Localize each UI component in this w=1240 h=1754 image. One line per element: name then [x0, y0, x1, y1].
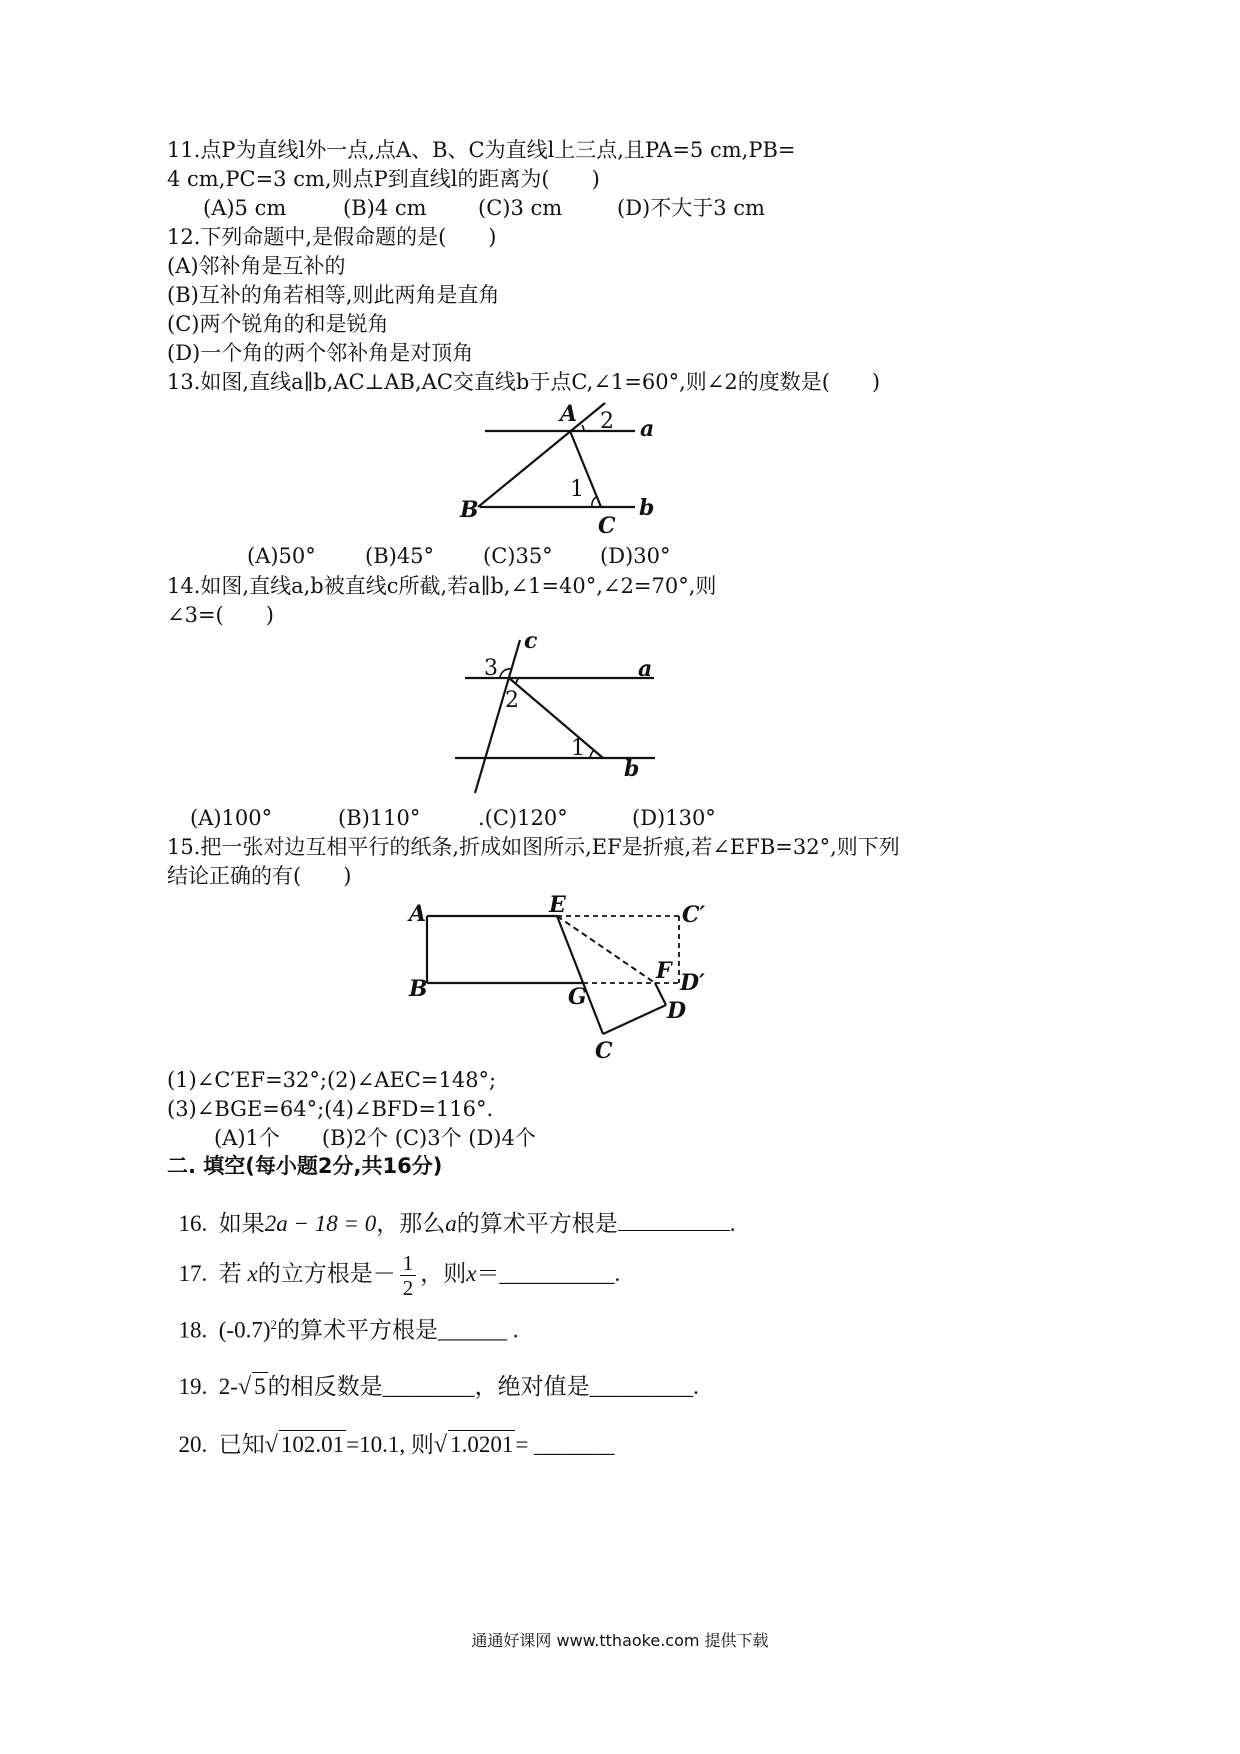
q11-option-b: (B)4 cm: [343, 196, 427, 220]
q15-label-c: C: [595, 1038, 613, 1064]
q17-fraction: $\frac{1}{2}$: [400, 1251, 417, 1300]
q16: 16. 如果2a − 18 = 0，那么a的算术平方根是 .: [178, 1211, 736, 1236]
q14-figure: [440, 628, 680, 798]
q11-line2: 4 cm,PC=3 cm,则点P到直线l的距离为( ): [167, 167, 600, 191]
q16-answer-blank: [618, 1230, 730, 1231]
q13-stem: 13.如图,直线a∥b,AC⊥AB,AC交直线b于点C,∠1=60°,则∠2的度数是( ): [167, 370, 881, 394]
q14-option-c: .(C)120°: [478, 806, 568, 830]
q15-line2: 结论正确的有( ): [167, 864, 352, 888]
q14-option-d: (D)130°: [632, 806, 716, 830]
q14-option-b: (B)110°: [338, 806, 421, 830]
q15-label-b: B: [409, 976, 428, 1002]
q15-figure: [395, 890, 735, 1065]
q14-line1: 14.如图,直线a,b被直线c所截,若a∥b,∠1=40°,∠2=70°,则: [167, 574, 717, 598]
q19: 19. 2-√ 5的相反数是________，绝对值是_________.: [178, 1374, 699, 1400]
q14-label-angle-1: 1: [571, 736, 585, 761]
q14-label-line-a: a: [638, 656, 653, 682]
q14-label-line-b: b: [624, 756, 640, 782]
q11-option-d: (D)不大于3 cm: [617, 196, 765, 220]
q11-line1: 11.点P为直线l外一点,点A、B、C为直线l上三点,且PA=5 cm,PB=: [167, 138, 796, 162]
q15-statements-1: (1)∠C′EF=32°;(2)∠AEC=148°;: [167, 1068, 497, 1092]
section-2-title: 二. 填空(每小题2分,共16分): [167, 1154, 443, 1178]
q14-option-a: (A)100°: [190, 806, 273, 830]
q15-label-c-prime: C′: [682, 902, 706, 928]
q14-label-line-c: c: [524, 628, 538, 654]
q20: 20. 已知√ 102.01=10.1, 则√ 1.0201= _______: [178, 1432, 615, 1458]
q13-figure: [440, 395, 680, 545]
q15-label-e: E: [549, 892, 566, 918]
q14-label-angle-2: 2: [505, 688, 519, 713]
q12-option-a: (A)邻补角是互补的: [167, 254, 346, 278]
q15-statements-2: (3)∠BGE=64°;(4)∠BFD=116°.: [167, 1097, 494, 1121]
q11-option-c: (C)3 cm: [478, 196, 563, 220]
q12-option-b: (B)互补的角若相等,则此两角是直角: [167, 283, 500, 307]
q13-label-c-point: C: [598, 513, 616, 539]
q13-option-d: (D)30°: [600, 544, 671, 568]
q13-option-b: (B)45°: [365, 544, 435, 568]
q15-label-f: F: [656, 958, 672, 984]
q15-options: (A)1个 (B)2个 (C)3个 (D)4个: [214, 1126, 536, 1150]
q14-line2: ∠3=( ): [167, 603, 274, 627]
q18: 18. $(-0.7)^2$的算术平方根是______ .: [178, 1317, 519, 1343]
footer-source: 通通好课网 www.tthaoke.com 提供下载: [471, 1631, 769, 1650]
q12-option-c: (C)两个锐角的和是锐角: [167, 312, 389, 336]
q13-label-angle-1: 1: [570, 477, 584, 502]
q13-label-line-b: b: [639, 495, 655, 521]
q15-label-a: A: [409, 901, 427, 927]
q13-option-a: (A)50°: [247, 544, 316, 568]
q13-label-angle-2: 2: [600, 409, 614, 434]
q12-option-d: (D)一个角的两个邻补角是对顶角: [167, 341, 474, 365]
q14-label-angle-3: 3: [484, 656, 498, 681]
q13-label-a-point: A: [560, 401, 578, 427]
q15-label-d-prime: D′: [680, 970, 705, 996]
q15-label-d: D: [667, 998, 687, 1024]
q13-option-c: (C)35°: [483, 544, 553, 568]
q11-option-a: (A)5 cm: [203, 196, 287, 220]
q15-label-g: G: [568, 984, 587, 1010]
q12-stem: 12.下列命题中,是假命题的是( ): [167, 225, 497, 249]
q15-line1: 15.把一张对边互相平行的纸条,折成如图所示,EF是折痕,若∠EFB=32°,则下列: [167, 835, 900, 859]
q17: 17. 若 x的立方根是－ $\frac{1}{2}$ ，则x＝__________.: [178, 1251, 621, 1300]
q13-label-b-point: B: [460, 497, 479, 523]
q13-label-line-a: a: [640, 416, 655, 442]
